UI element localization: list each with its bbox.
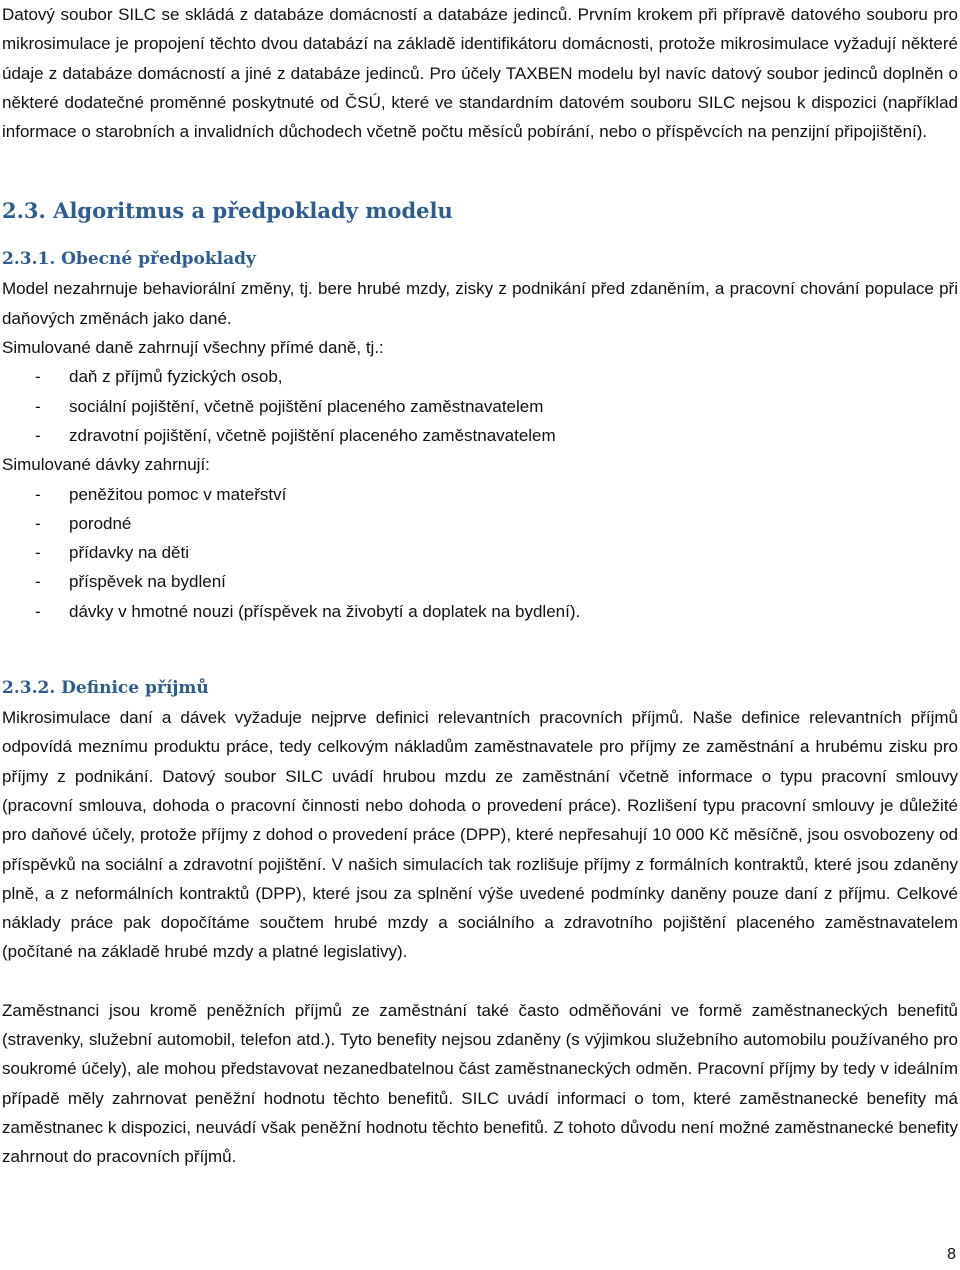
list-item (2, 567, 958, 596)
list-dash: - (35, 396, 41, 416)
list-item-text: dávky v hmotné nouzi (příspěvek na živobytí a doplatek na bydlení). (69, 601, 581, 621)
list-simulated-benefits (2, 480, 958, 626)
document-page (2, 0, 958, 1172)
list-item (2, 509, 958, 538)
list-dash: - (35, 367, 41, 387)
list-item (2, 538, 958, 567)
list-item (2, 597, 958, 626)
list-item-text: peněžitou pomoc v mateřství (69, 484, 287, 504)
list-item (2, 362, 958, 391)
list-dash: - (35, 425, 41, 445)
list-dash: - (35, 513, 41, 533)
paragraph-taxes-intro: Simulované daně zahrnují všechny přímé daně, tj.: (2, 338, 384, 358)
list-item-text: sociální pojištění, včetně pojištění placeného zaměstnavatelem (69, 396, 544, 416)
list-item-text: daň z příjmů fyzických osob, (69, 367, 283, 387)
list-item-text: zdravotní pojištění, včetně pojištění placeného zaměstnavatelem (69, 425, 556, 445)
paragraph-model-assumption: Model nezahrnuje behaviorální změny, tj. bere hrubé mzdy, zisky z podnikání před zdaněním, a pracovní chování populace při daňových změnách jako dané. (2, 279, 958, 328)
list-item (2, 421, 958, 450)
paragraph-benefits-intro: Simulované dávky zahrnují: (2, 455, 210, 475)
list-item (2, 480, 958, 509)
paragraph-benefits-in-kind: Zaměstnanci jsou kromě peněžních příjmů ze zaměstnání také často odměňováni ve formě zaměstnaneckých benefitů (stravenky, služební automobil, telefon atd.). Tyto benefity nejsou zdaněny (s výjimkou služebního automobilu používaného pro soukromé účely), ale mohou představovat nezanedbatelnou část zaměstnaneckých odměn. Pracovní příjmy by tedy v ideálním případě měly zahrnovat peněžní hodnotu těchto benefitů. SILC uvádí informaci o tom, které zaměstnanecké benefity má zaměstnanec k dispozici, neuvádí však peněžní hodnotu těchto benefitů. Z tohoto důvodu není možné zaměstnanecké benefity zahrnout do pracovních příjmů. (2, 1000, 958, 1167)
heading-section-2-3-1: 2.3.1. Obecné předpoklady (2, 249, 256, 270)
heading-section-2-3-2: 2.3.2. Definice příjmů (2, 678, 209, 699)
heading-section-2-3: 2.3. Algoritmus a předpoklady modelu (2, 198, 453, 224)
list-item (2, 392, 958, 421)
list-dash: - (35, 572, 41, 592)
paragraph-income-definition: Mikrosimulace daní a dávek vyžaduje nejprve definici relevantních pracovních příjmů. Naše definice relevantních příjmů odpovídá meznímu produktu práce, tedy celkovým nákladům zaměstnavatele pro příjmy ze zaměstnání a hrubému zisku pro příjmy z podnikání. Datový soubor SILC uvádí hrubou mzdu ze zaměstnání včetně informace o typu pracovní smlouvy (pracovní smlouva, dohoda o pracovní činnosti nebo dohoda o provedení práce). Rozlišení typu pracovní smlouvy je důležité pro daňové účely, protože příjmy z dohod o provedení práce (DPP), které nepřesahují 10 000 Kč měsíčně, jsou osvobozeny od příspěvků na sociální a zdravotní pojištění. V našich simulacích tak rozlišuje příjmy z formálních kontraktů, které jsou zdaněny plně, a z neformálních kontraktů (DPP), které jsou za splnění výše uvedené podmínky daněny pouze daní z příjmu. Celkové náklady práce pak dopočítáme součtem hrubé mzdy a sociálního a zdravotního pojištění placeného zaměstnavatelem (počítané na základě hrubé mzdy a platné legislativy). (2, 708, 958, 962)
page-number: 8 (947, 1246, 956, 1263)
paragraph-silc-intro: Datový soubor SILC se skládá z databáze domácností a databáze jedinců. Prvním krokem při přípravě datového souboru pro mikrosimulace je propojení těchto dvou databází na základě identifikátoru domácnosti, protože mikrosimulace vyžadují některé údaje z databáze domácností a jiné z databáze jedinců. Pro účely TAXBEN modelu byl navíc datový soubor jedinců doplněn o některé dodatečné proměnné poskytnuté od ČSÚ, které ve standardním datovém souboru SILC nejsou k dispozici (například informace o starobních a invalidních důchodech včetně počtu měsíců pobírání, nebo o příspěvcích na penzijní připojištění). (2, 5, 958, 142)
list-item-text: porodné (69, 513, 132, 533)
list-item-text: příspěvek na bydlení (69, 572, 226, 592)
list-dash: - (35, 484, 41, 504)
list-dash: - (35, 601, 41, 621)
list-simulated-taxes (2, 362, 958, 450)
list-dash: - (35, 543, 41, 563)
list-item-text: přídavky na děti (69, 543, 190, 563)
